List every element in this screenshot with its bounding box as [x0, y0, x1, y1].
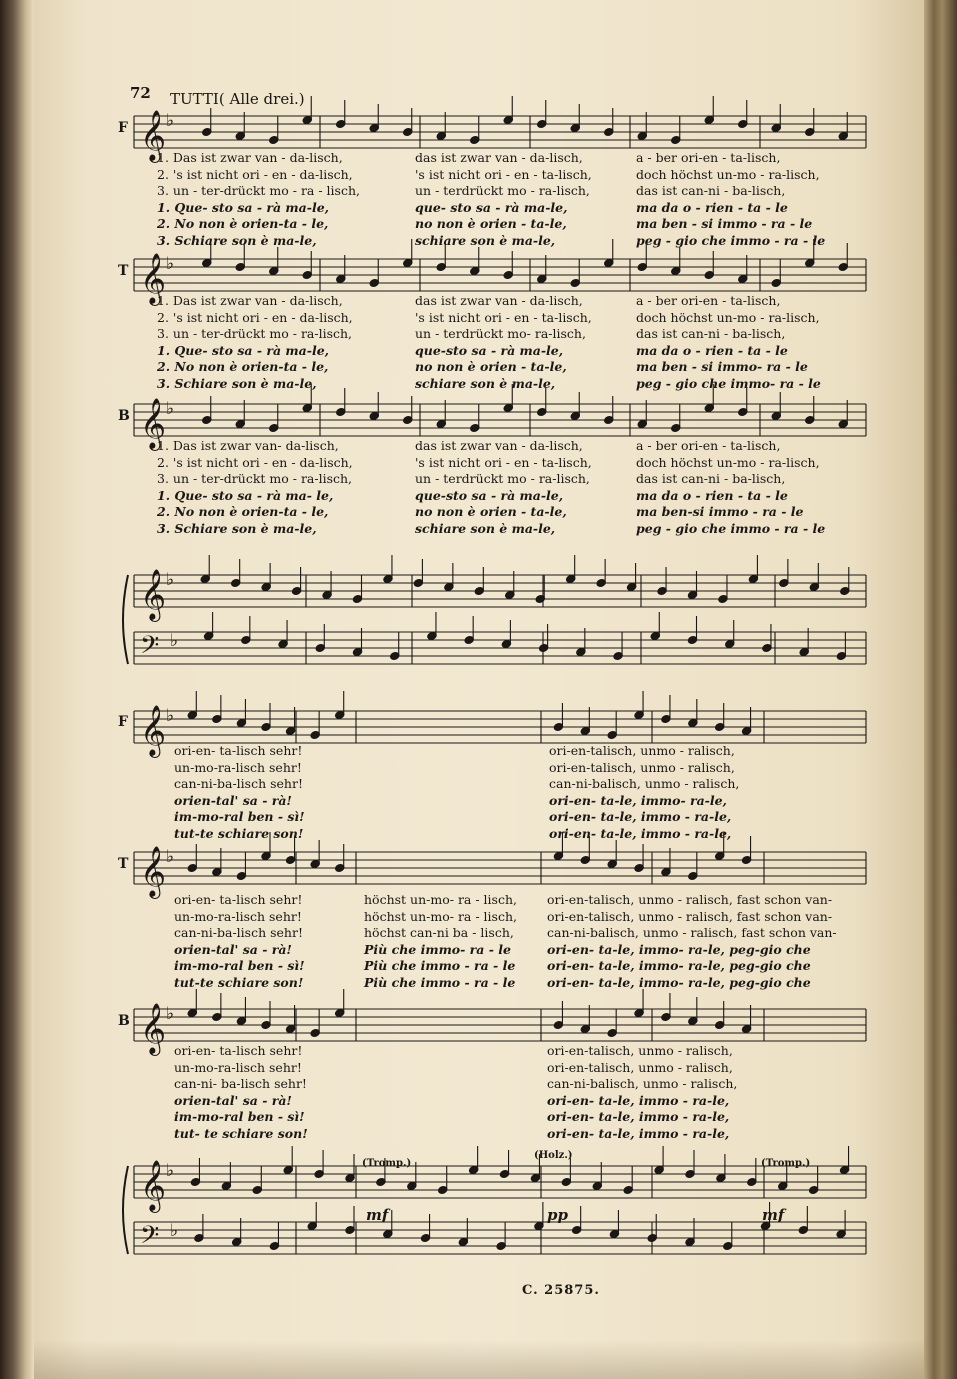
plate-number: C. 25875.: [522, 1283, 600, 1298]
lyric-line: ori-en- ta-le, immo - ra-le,: [547, 1125, 730, 1141]
lyric-line: a - ber ori-en - ta-lisch,: [636, 150, 781, 165]
lyric-line: que- sto sa - rà ma-le,: [415, 199, 568, 215]
lyric-line: ori-en-talisch, unmo - ralisch,: [549, 759, 735, 775]
treble-clef-icon: 𝄞: [140, 1160, 167, 1211]
treble-clef-icon: 𝄞: [140, 705, 167, 756]
lyric-line: tut- te schiare son!: [174, 1125, 308, 1141]
lyric-line: ori-en-talisch, unmo - ralisch,: [549, 743, 735, 758]
flat-icon: ♭: [170, 1221, 179, 1241]
lyric-line: Più che immo - ra - le: [364, 958, 516, 974]
lyric-line: 2. No non è orien-ta - le,: [157, 359, 329, 375]
lyric-line: 1. Das ist zwar van - da-lisch,: [157, 150, 343, 165]
lyric-line: tut-te schiare son!: [174, 974, 304, 990]
flat-icon: ♭: [166, 1161, 175, 1181]
lyric-line: can-ni- ba-lisch sehr!: [174, 1076, 307, 1092]
lyric-line: 's ist nicht ori - en - ta-lisch,: [415, 454, 592, 470]
lyric-line: das ist can-ni - ba-lisch,: [636, 326, 786, 342]
lyric-line: a - ber ori-en - ta-lisch,: [636, 438, 781, 453]
flat-icon: ♭: [170, 631, 179, 651]
lyric-line: orien-tal' sa - rà!: [174, 941, 292, 957]
lyric-line: 2. 's ist nicht ori - en - da-lisch,: [157, 166, 353, 182]
lyric-line: peg - gio che immo- ra - le: [636, 375, 821, 391]
lyric-line: orien-tal' sa - rà!: [174, 792, 292, 808]
lyric-line: 2. 's ist nicht ori - en - da-lisch,: [157, 309, 353, 325]
lyric-line: doch höchst un-mo - ra-lisch,: [636, 454, 820, 470]
lyric-line: doch höchst un-mo - ra-lisch,: [636, 309, 820, 325]
lyric-line: 2. No non è orien-ta - le,: [157, 504, 329, 520]
voice-label-tenor: T: [118, 263, 129, 279]
dynamic-mf-2: mf: [762, 1206, 785, 1224]
lyric-line: ori-en- ta-le, immo - ra-le,: [547, 1092, 730, 1108]
lyric-line: ori-en- ta-le, immo- ra-le, peg-gio che: [547, 974, 811, 990]
lyric-line: can-ni-ba-lisch sehr!: [174, 776, 303, 792]
treble-clef-icon: 𝄞: [140, 253, 167, 304]
lyrics-tenor-col3: [636, 293, 821, 393]
lyric-line: can-ni-balisch, unmo - ralisch,: [549, 776, 740, 792]
lyric-line: 1. Das ist zwar van- da-lisch,: [157, 438, 339, 453]
lyric-line: 1. Que- sto sa - rà ma- le,: [157, 487, 334, 503]
instrument-cue-woodwinds: (Holz.): [534, 1150, 573, 1161]
lyric-line: ma ben - si immo- ra - le: [636, 359, 808, 375]
lyric-line: 3. un - ter-drückt mo - ra - lisch,: [157, 183, 360, 199]
lyrics-tenor-col1: [157, 293, 353, 393]
lyric-line: ori-en- ta-le, immo- ra-le,: [549, 792, 727, 808]
lyric-line: ori-en- ta-lisch sehr!: [174, 1043, 303, 1058]
lyrics-tenor2-col1: [174, 892, 305, 992]
instrument-cue-trumpet: (Tromp.): [362, 1158, 412, 1169]
lyrics-bass-col3: [636, 438, 825, 538]
bass-clef-icon: 𝄢: [140, 1221, 160, 1256]
lyric-line: no non è orien - ta-le,: [415, 216, 567, 232]
lyric-line: ma da o - rien - ta - le: [636, 199, 788, 215]
brace-icon: [123, 575, 128, 664]
lyric-line: 2. No non è orien-ta - le,: [157, 216, 329, 232]
lyric-line: peg - gio che immo - ra - le: [636, 520, 826, 536]
treble-clef-icon: 𝄞: [140, 569, 167, 620]
lyric-line: Più che immo- ra - le: [364, 941, 511, 957]
lyric-line: 3. un - ter-drückt mo - ra-lisch,: [157, 471, 353, 487]
lyric-line: a - ber ori-en - ta-lisch,: [636, 293, 781, 308]
lyric-line: doch höchst un-mo - ra-lisch,: [636, 166, 820, 182]
lyric-line: 's ist nicht ori - en - ta-lisch,: [415, 309, 592, 325]
lyric-line: un - terdrückt mo - ra-lisch,: [415, 471, 590, 487]
flat-icon: ♭: [166, 847, 175, 867]
treble-clef-icon: 𝄞: [140, 846, 167, 897]
flat-icon: ♭: [166, 570, 175, 590]
lyric-line: ori-en- ta-lisch sehr!: [174, 892, 303, 907]
lyric-line: ori-en-talisch, unmo - ralisch, fast schon van-: [547, 908, 833, 924]
treble-clef-icon: 𝄞: [140, 1003, 167, 1054]
lyrics-soprano2-col2: [549, 743, 739, 843]
lyric-line: Più che immo - ra - le: [364, 974, 516, 990]
lyric-line: 2. 's ist nicht ori - en - da-lisch,: [157, 454, 353, 470]
lyric-line: tut-te schiare son!: [174, 825, 304, 841]
lyric-line: ori-en- ta-le, immo- ra-le, peg-gio che: [547, 958, 811, 974]
instrument-cue-trumpet-2: (Tromp.): [761, 1158, 811, 1169]
lyrics-bass2-col2: [547, 1043, 737, 1143]
voice-label-soprano-2: F: [118, 714, 128, 730]
voice-label-soprano: F: [118, 120, 128, 136]
lyric-line: que-sto sa - rà ma-le,: [415, 487, 564, 503]
lyric-line: can-ni-ba-lisch sehr!: [174, 925, 303, 941]
lyric-line: 1. Das ist zwar van - da-lisch,: [157, 293, 343, 308]
lyric-line: ori-en-talisch, unmo - ralisch, fast schon van-: [547, 892, 833, 907]
tempo-marking: TUTTI( Alle drei.): [170, 90, 305, 108]
lyrics-tenor-col2: [415, 293, 592, 393]
flat-icon: ♭: [166, 111, 175, 131]
dynamic-mf: mf: [366, 1206, 389, 1224]
lyric-line: 3. Schiare son è ma-le,: [157, 232, 317, 248]
lyrics-soprano-col2: [415, 150, 592, 250]
brace-icon: [123, 1166, 128, 1254]
lyrics-bass-col2: [415, 438, 592, 538]
lyric-line: im-mo-ral ben - sì!: [174, 1109, 305, 1125]
page-number: 72: [130, 84, 151, 102]
lyric-line: ori-en-talisch, unmo - ralisch,: [547, 1059, 733, 1075]
bass-clef-icon: 𝄢: [140, 631, 160, 666]
lyric-line: no non è orien - ta-le,: [415, 359, 567, 375]
lyric-line: schiare son è ma-le,: [415, 375, 556, 391]
lyric-line: que-sto sa - rà ma-le,: [415, 342, 564, 358]
flat-icon: ♭: [166, 706, 175, 726]
lyrics-soprano-col3: [636, 150, 825, 250]
lyric-line: höchst can-ni ba - lisch,: [364, 925, 514, 941]
lyric-line: ma ben-si immo - ra - le: [636, 504, 804, 520]
lyric-line: das ist zwar van - da-lisch,: [415, 293, 583, 308]
lyric-line: ori-en-talisch, unmo - ralisch,: [547, 1043, 733, 1058]
dynamic-pp: pp: [547, 1206, 568, 1224]
lyric-line: no non è orien - ta-le,: [415, 504, 567, 520]
lyric-line: un-mo-ra-lisch sehr!: [174, 908, 302, 924]
treble-clef-icon: 𝄞: [140, 110, 167, 161]
lyrics-tenor2-col2: [364, 892, 517, 992]
lyric-line: 3. Schiare son è ma-le,: [157, 375, 317, 391]
lyric-line: peg - gio che immo - ra - le: [636, 232, 826, 248]
lyric-line: das ist can-ni - ba-lisch,: [636, 183, 786, 199]
lyrics-bass-col1: [157, 438, 353, 538]
lyric-line: un - terdrückt mo - ra-lisch,: [415, 183, 590, 199]
lyric-line: orien-tal' sa - rà!: [174, 1092, 292, 1108]
flat-icon: ♭: [166, 399, 175, 419]
lyric-line: ma da o - rien - ta - le: [636, 487, 788, 503]
lyric-line: ma ben - si immo - ra - le: [636, 216, 813, 232]
lyric-line: im-mo-ral ben - sì!: [174, 809, 305, 825]
lyric-line: höchst un-mo- ra - lisch,: [364, 892, 517, 907]
lyric-line: ori-en- ta-le, immo - ra-le,: [547, 1109, 730, 1125]
lyric-line: 1. Que- sto sa - rà ma-le,: [157, 342, 330, 358]
lyric-line: schiare son è ma-le,: [415, 520, 556, 536]
lyric-line: un-mo-ra-lisch sehr!: [174, 759, 302, 775]
flat-icon: ♭: [166, 1004, 175, 1024]
lyrics-tenor2-col3: [547, 892, 837, 992]
lyrics-bass2-col1: [174, 1043, 308, 1143]
flat-icon: ♭: [166, 254, 175, 274]
lyric-line: un - terdrückt mo- ra-lisch,: [415, 326, 586, 342]
lyric-line: 's ist nicht ori - en - ta-lisch,: [415, 166, 592, 182]
lyric-line: can-ni-balisch, unmo - ralisch,: [547, 1076, 738, 1092]
lyric-line: schiare son è ma-le,: [415, 232, 556, 248]
lyric-line: das ist can-ni - ba-lisch,: [636, 471, 786, 487]
lyric-line: das ist zwar van - da-lisch,: [415, 150, 583, 165]
lyric-line: ori-en- ta-le, immo - ra-le,: [549, 825, 732, 841]
lyric-line: das ist zwar van - da-lisch,: [415, 438, 583, 453]
voice-label-tenor-2: T: [118, 856, 129, 872]
lyric-line: 3. Schiare son è ma-le,: [157, 520, 317, 536]
lyric-line: un-mo-ra-lisch sehr!: [174, 1059, 302, 1075]
lyric-line: 3. un - ter-drückt mo - ra-lisch,: [157, 326, 353, 342]
voice-label-bass: B: [118, 408, 130, 424]
lyric-line: im-mo-ral ben - sì!: [174, 958, 305, 974]
lyric-line: 1. Que- sto sa - rà ma-le,: [157, 199, 330, 215]
lyric-line: ori-en- ta-le, immo - ra-le,: [549, 809, 732, 825]
lyric-line: ori-en- ta-lisch sehr!: [174, 743, 303, 758]
voice-label-bass-2: B: [118, 1013, 130, 1029]
lyric-line: höchst un-mo- ra - lisch,: [364, 908, 517, 924]
lyrics-soprano-col1: [157, 150, 360, 250]
lyrics-soprano2-col1: [174, 743, 305, 843]
treble-clef-icon: 𝄞: [140, 398, 167, 449]
lyric-line: ma da o - rien - ta - le: [636, 342, 788, 358]
lyric-line: ori-en- ta-le, immo- ra-le, peg-gio che: [547, 941, 811, 957]
lyric-line: can-ni-balisch, unmo - ralisch, fast schon van-: [547, 925, 837, 941]
